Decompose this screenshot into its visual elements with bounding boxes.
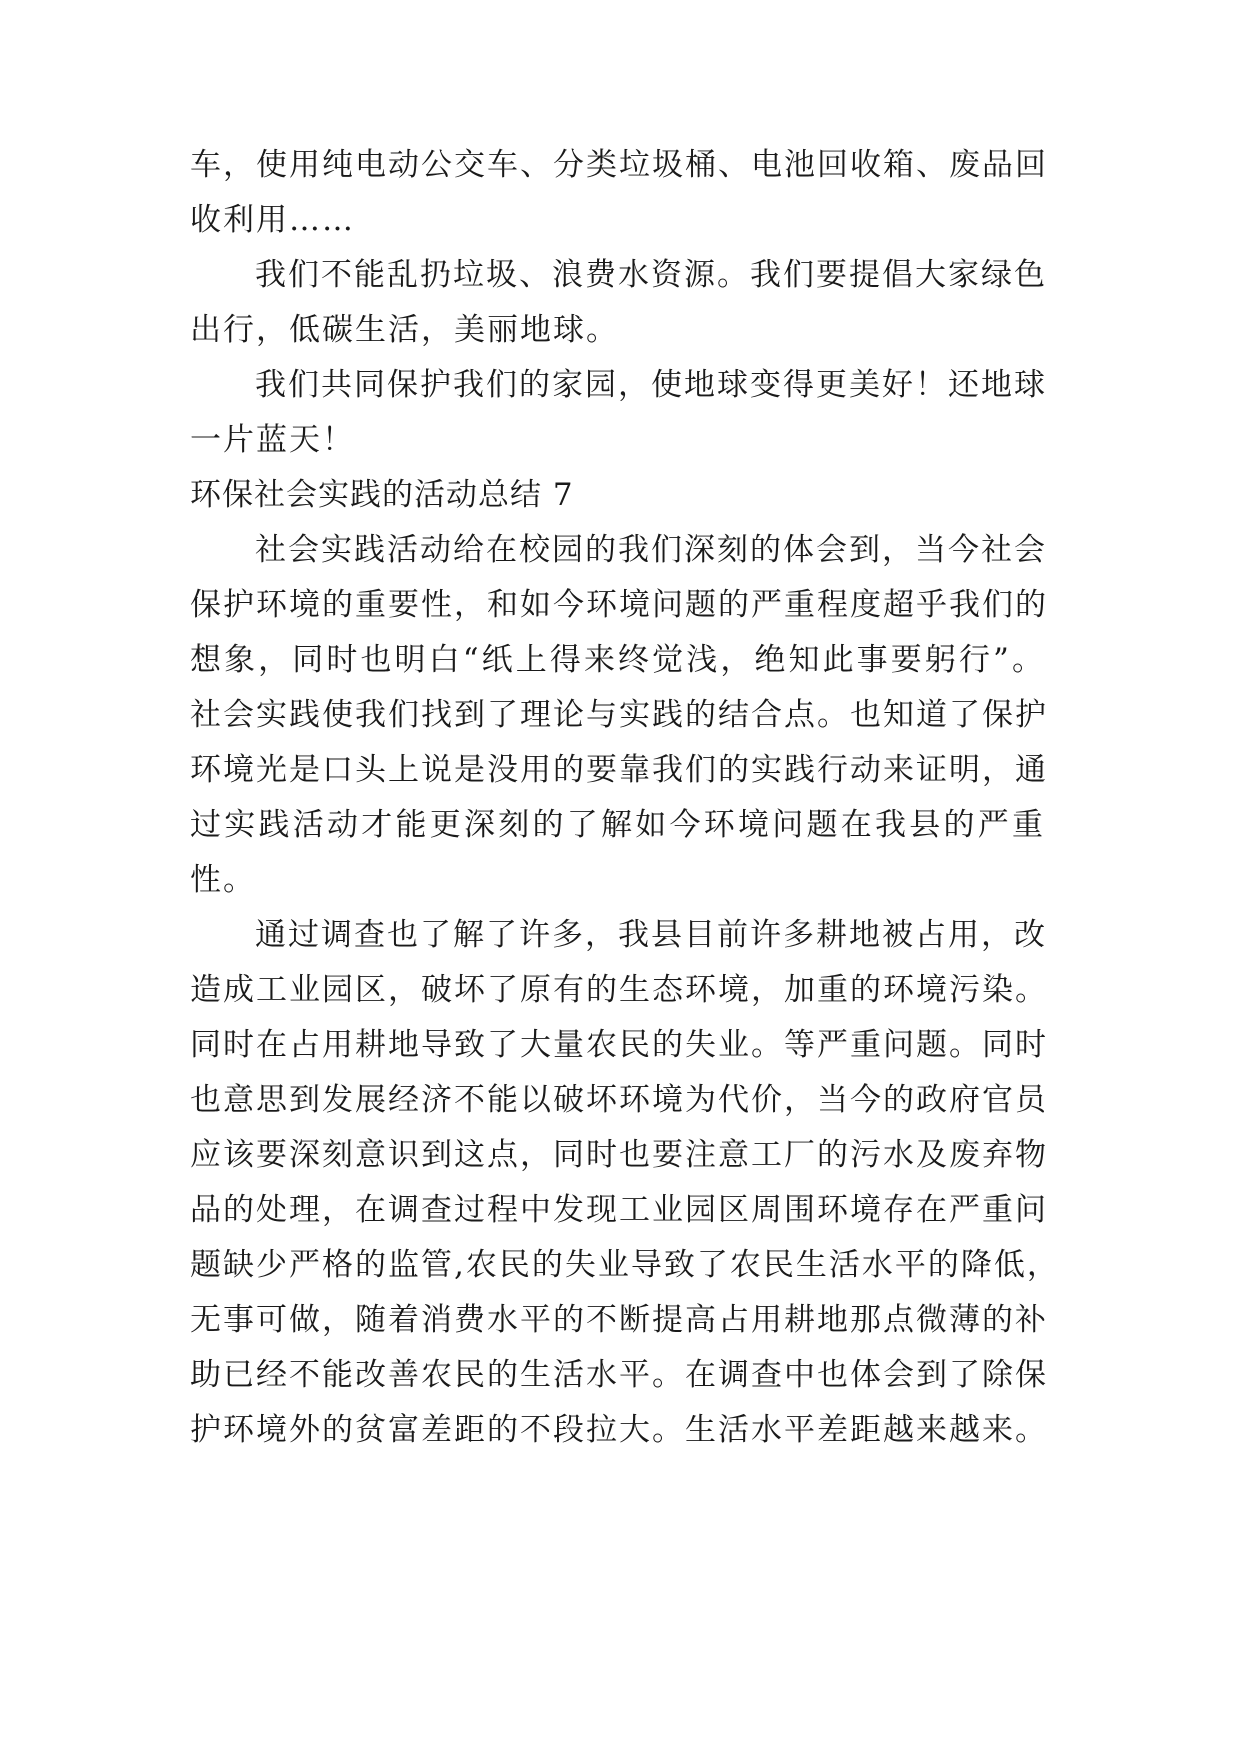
- paragraph-4-line-5: 环境光是口头上说是没用的要靠我们的实践行动来证明，通: [190, 752, 1048, 788]
- paragraph-5-line-3: 同时在占用耕地导致了大量农民的失业。等严重问题。同时: [190, 1027, 1048, 1063]
- section-heading: 环保社会实践的活动总结 7: [190, 477, 574, 513]
- paragraph-4-line-3: 想象，同时也明白“纸上得来终觉浅，绝知此事要躬行”。: [190, 642, 1045, 678]
- paragraph-5-line-7: 题缺少严格的监管,农民的失业导致了农民生活水平的降低，: [190, 1247, 1060, 1283]
- paragraph-2-line-2: 出行，低碳生活，美丽地球。: [190, 312, 619, 348]
- paragraph-4-line-7: 性。: [190, 862, 256, 898]
- paragraph-4-line-2: 保护环境的重要性，和如今环境问题的严重程度超乎我们的: [190, 587, 1048, 623]
- paragraph-5-line-10: 护环境外的贫富差距的不段拉大。生活水平差距越来越来。: [190, 1412, 1048, 1448]
- paragraph-5-line-2: 造成工业园区，破坏了原有的生态环境，加重的环境污染。: [190, 972, 1048, 1008]
- paragraph-4-line-6: 过实践活动才能更深刻的了解如今环境问题在我县的严重: [190, 807, 1045, 843]
- paragraph-3-line-2: 一片蓝天！: [190, 422, 355, 458]
- paragraph-5-line-8: 无事可做，随着消费水平的不断提高占用耕地那点微薄的补: [190, 1302, 1048, 1338]
- paragraph-5-line-9: 助已经不能改善农民的生活水平。在调查中也体会到了除保: [190, 1357, 1048, 1393]
- paragraph-5-line-6: 品的处理，在调查过程中发现工业园区周围环境存在严重问: [190, 1192, 1048, 1228]
- paragraph-2-line-1: 我们不能乱扔垃圾、浪费水资源。我们要提倡大家绿色: [255, 257, 1047, 293]
- paragraph-5-line-4: 也意思到发展经济不能以破坏环境为代价，当今的政府官员: [190, 1082, 1048, 1118]
- paragraph-5-line-5: 应该要深刻意识到这点，同时也要注意工厂的污水及废弃物: [190, 1137, 1048, 1173]
- paragraph-1-line-2: 收利用……: [190, 202, 355, 238]
- paragraph-4-line-1: 社会实践活动给在校园的我们深刻的体会到，当今社会: [255, 532, 1047, 568]
- paragraph-1-line-1: 车，使用纯电动公交车、分类垃圾桶、电池回收箱、废品回: [190, 147, 1048, 183]
- paragraph-3-line-1: 我们共同保护我们的家园，使地球变得更美好！还地球: [255, 367, 1047, 403]
- paragraph-4-line-4: 社会实践使我们找到了理论与实践的结合点。也知道了保护: [190, 697, 1048, 733]
- paragraph-5-line-1: 通过调查也了解了许多，我县目前许多耕地被占用，改: [255, 917, 1047, 953]
